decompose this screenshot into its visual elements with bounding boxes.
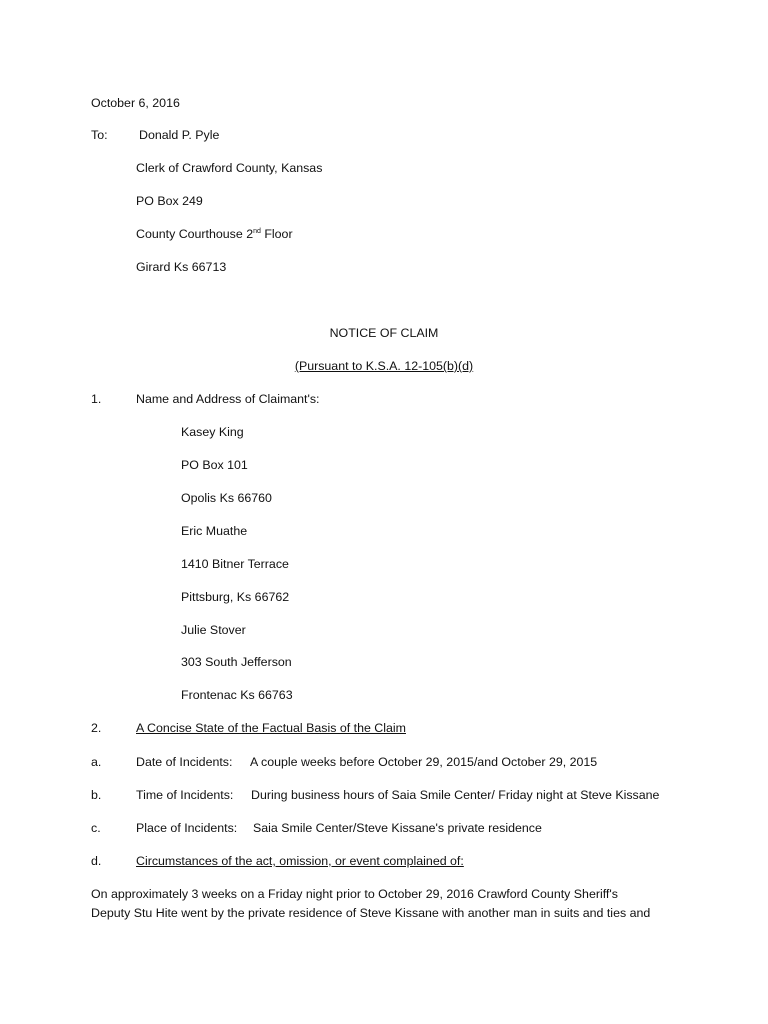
recipient-name: Donald P. Pyle [139,128,220,142]
section-1-title: Name and Address of Claimant's: [136,392,320,406]
claimant-line: PO Box 101 [181,458,248,472]
item-d-letter: d. [91,854,102,868]
item-d-title: Circumstances of the act, omission, or event complained of: [136,854,464,868]
claimant-line: Pittsburg, Ks 66762 [181,590,290,604]
claimant-line: Julie Stover [181,623,246,637]
recipient-title: Clerk of Crawford County, Kansas [136,161,323,175]
item-a-label: Date of Incidents: [136,755,233,769]
item-b-letter: b. [91,788,102,802]
item-c-label: Place of Incidents: [136,821,238,835]
item-a-letter: a. [91,755,102,769]
paragraph-line: Deputy Stu Hite went by the private residence of Steve Kissane with another man in suits and ties and [91,906,651,920]
section-2-title: A Concise State of the Factual Basis of the Claim [136,721,406,735]
recipient-po-box: PO Box 249 [136,194,203,208]
item-c-letter: c. [91,821,101,835]
claimant-line: Opolis Ks 66760 [181,491,272,505]
notice-heading: NOTICE OF CLAIM [329,326,439,340]
item-b-value: During business hours of Saia Smile Center/ Friday night at Steve Kissane [251,788,660,802]
claimant-line: 1410 Bitner Terrace [181,557,289,571]
section-1-number: 1. [91,392,102,406]
letter-date: October 6, 2016 [91,96,180,110]
claimant-line: Frontenac Ks 66763 [181,688,293,702]
paragraph-line: On approximately 3 weeks on a Friday night prior to October 29, 2016 Crawford County Sheriff's [91,887,618,901]
section-2-number: 2. [91,721,102,735]
item-c-value: Saia Smile Center/Steve Kissane's private residence [253,821,542,835]
claimant-line: Eric Muathe [181,524,248,538]
item-b-label: Time of Incidents: [136,788,234,802]
notice-subheading: (Pursuant to K.S.A. 12-105(b)(d) [294,359,474,373]
recipient-city: Girard Ks 66713 [136,260,227,274]
claimant-line: Kasey King [181,425,244,439]
claimant-line: 303 South Jefferson [181,655,292,669]
recipient-building: County Courthouse 2nd Floor [136,227,293,241]
item-a-value: A couple weeks before October 29, 2015/and October 29, 2015 [250,755,598,769]
to-label: To: [91,128,108,142]
